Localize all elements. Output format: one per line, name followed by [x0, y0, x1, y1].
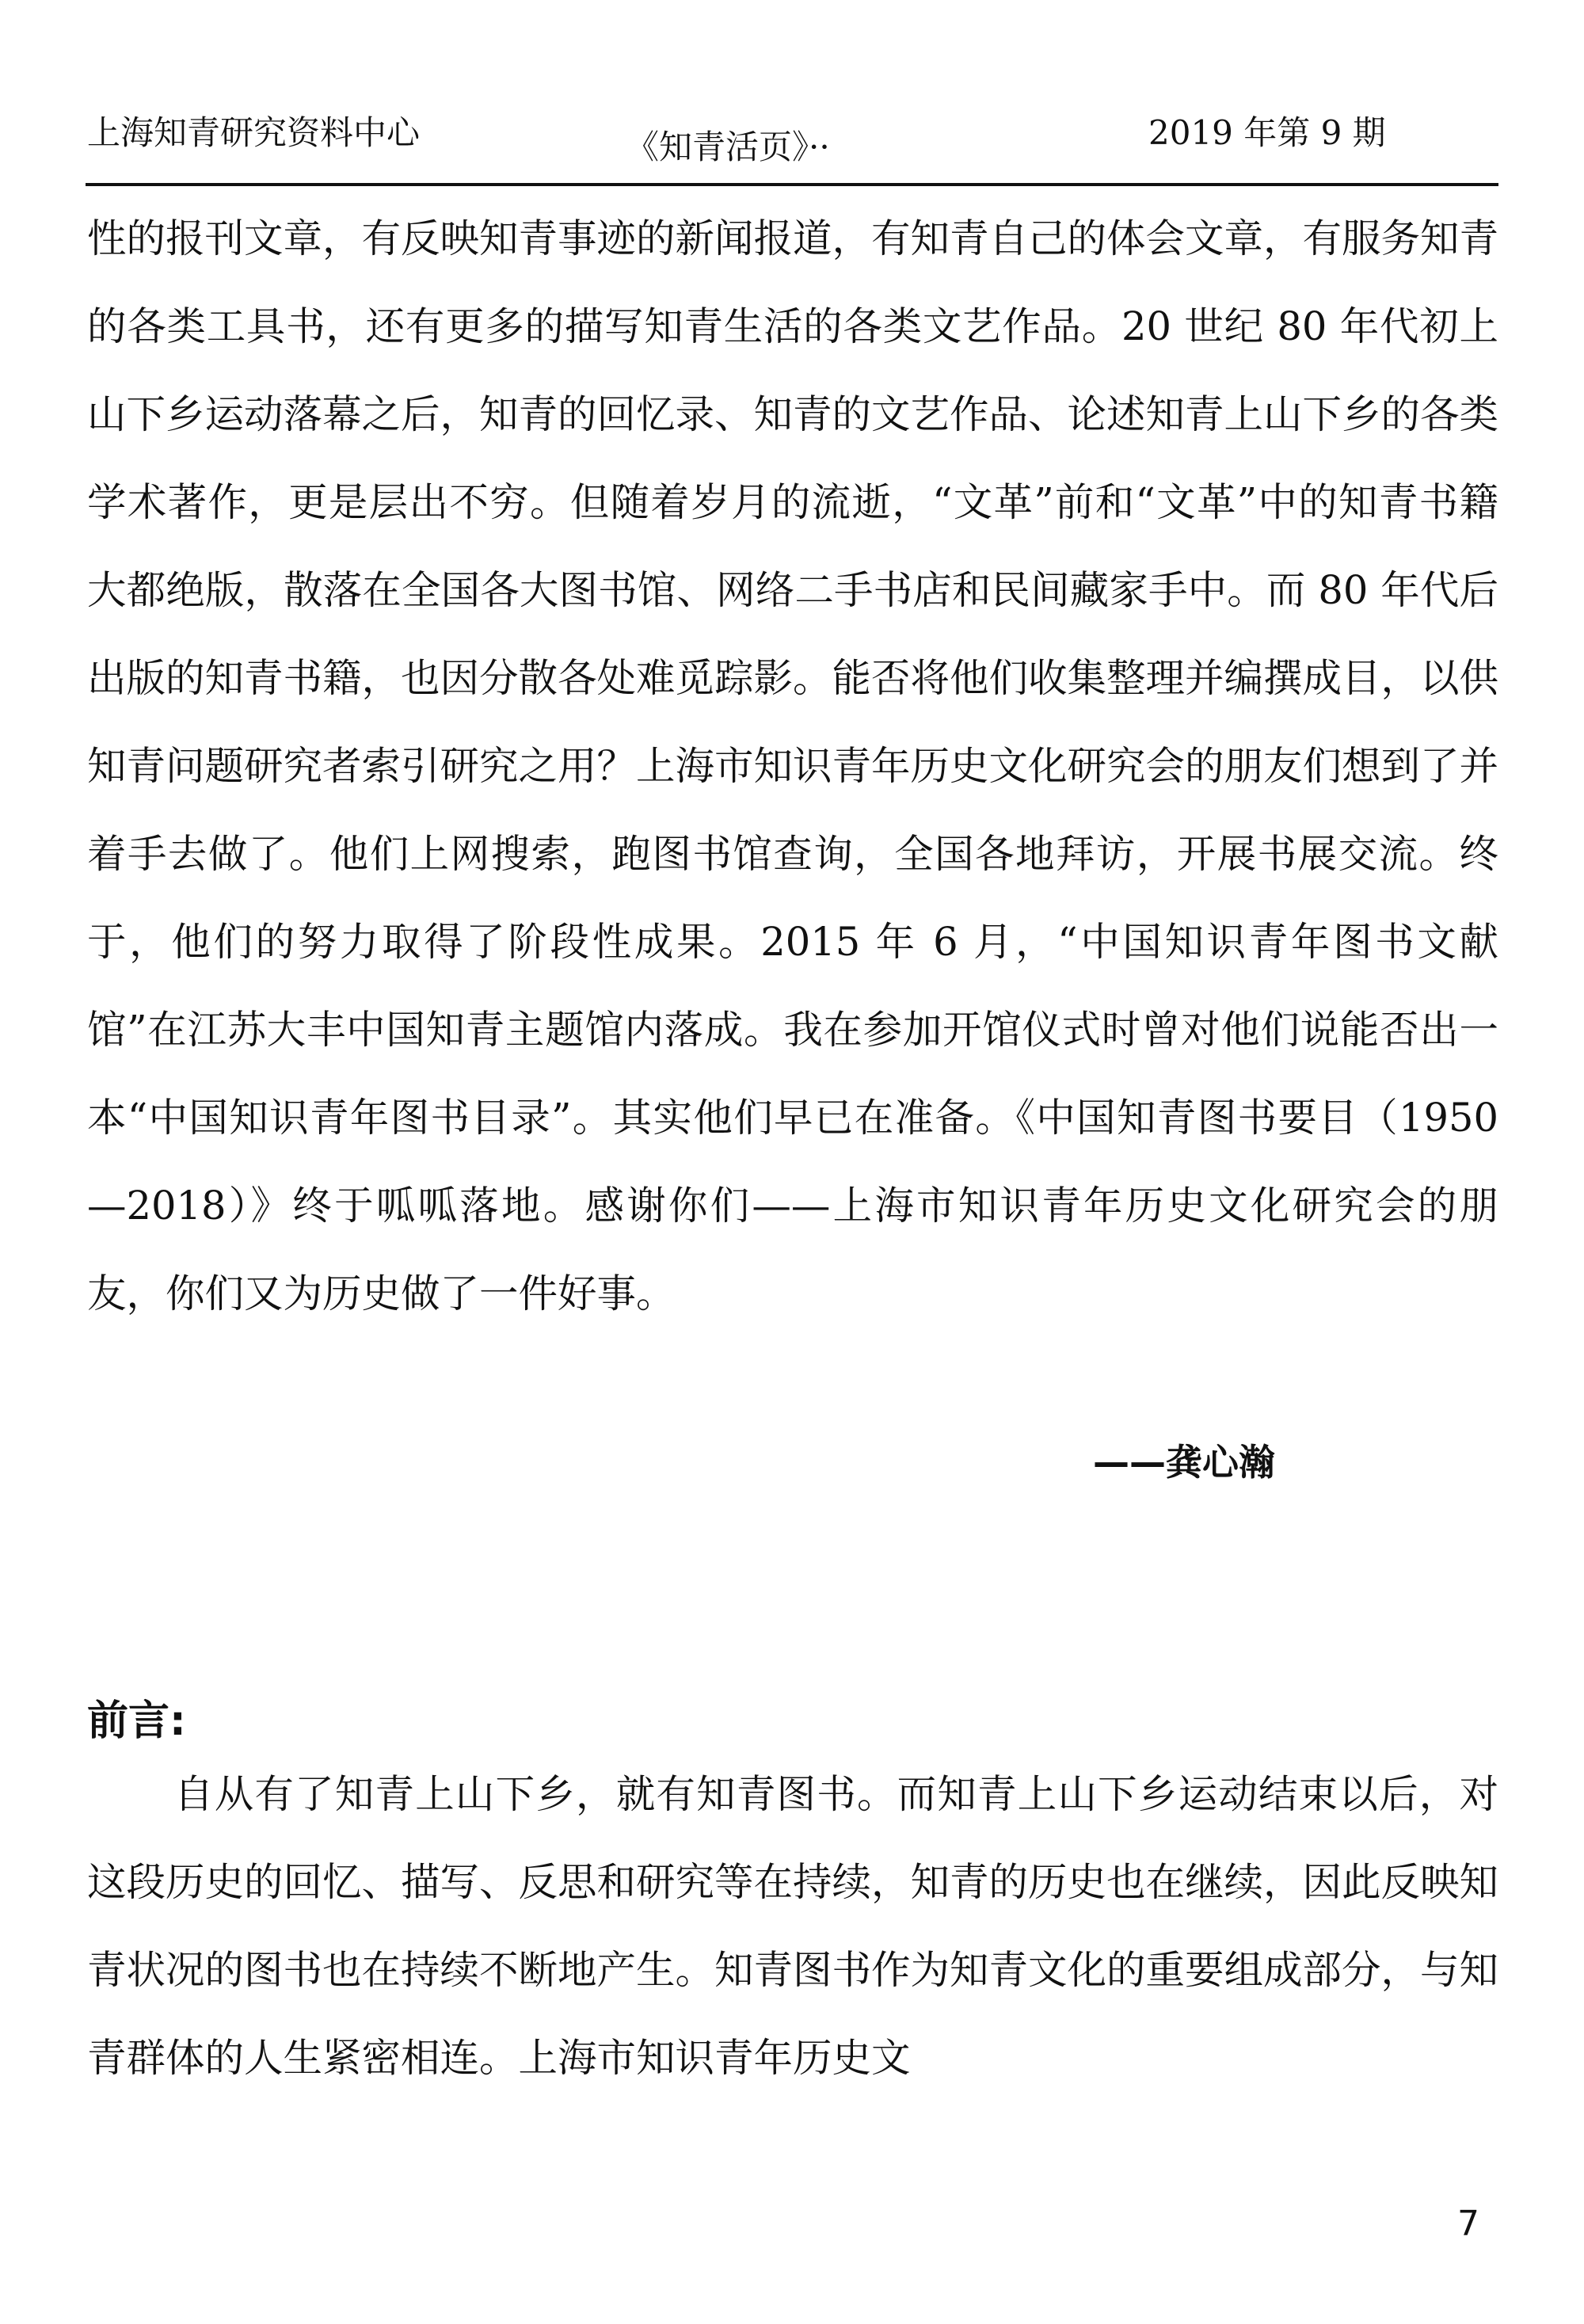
page-header — [87, 109, 1498, 181]
preface-paragraph: 自从有了知青上山下乡，就有知青图书。而知青上山下乡运动结束以后，对这段历史的回忆、描写、反思和研究等在持续，知青的历史也在继续，因此反映知青状况的图书也在持续不断地产生。知青图书作为知青文化的重要组成部分，与知青群体的人生紧密相连。上海市知识青年历史文 — [87, 1771, 1498, 2081]
page-number: 7 — [1457, 2204, 1479, 2244]
header-divider — [86, 183, 1498, 186]
header-issue: 2019 年第 9 期 — [1148, 113, 1386, 152]
header-journal-title: 《知青活页》·· — [626, 128, 830, 166]
body-paragraph: 性的报刊文章，有反映知青事迹的新闻报道，有知青自己的体会文章，有服务知青的各类工具书，还有更多的描写知青生活的各类文艺作品。20 世纪 80 年代初上山下乡运动落幕之后，知青的回忆录、知青的文艺作品、论述知青上山下乡的各类学术著作，更是层出不穷。但随着岁月的流逝，“文革”前和“文革”中的知青书籍大都绝版，散落在全国各大图书馆、网络二手书店和民间藏家手中。而 80 年代后出版的知青书籍，也因分散各处难觅踪影。能否将他们收集整理并编撰成目，以供知青问题研究者索引研究之用？上海市知识青年历史文化研究会的朋友们想到了并着手去做了。他们上网搜索，跑图书馆查询，全国各地拜访，开展书展交流。终于，他们的努力取得了阶段性成果。2015 年 6 月，“中国知识青年图书文献馆”在江苏大丰中国知青主题馆内落成。我在参加开馆仪式时曾对他们说能否出一本“中国知识青年图书目录”。其实他们早已在准备。《中国知青图书要目（1950—2018）》终于呱呱落地。感谢你们——上海市知识青年历史文化研究会的朋友，你们又为历史做了一件好事。 — [87, 215, 1498, 1316]
author-signature: ——龚心瀚 — [1093, 1441, 1275, 1484]
preface-heading: 前言: — [87, 1697, 186, 1745]
header-publisher: 上海知青研究资料中心 — [87, 113, 421, 152]
